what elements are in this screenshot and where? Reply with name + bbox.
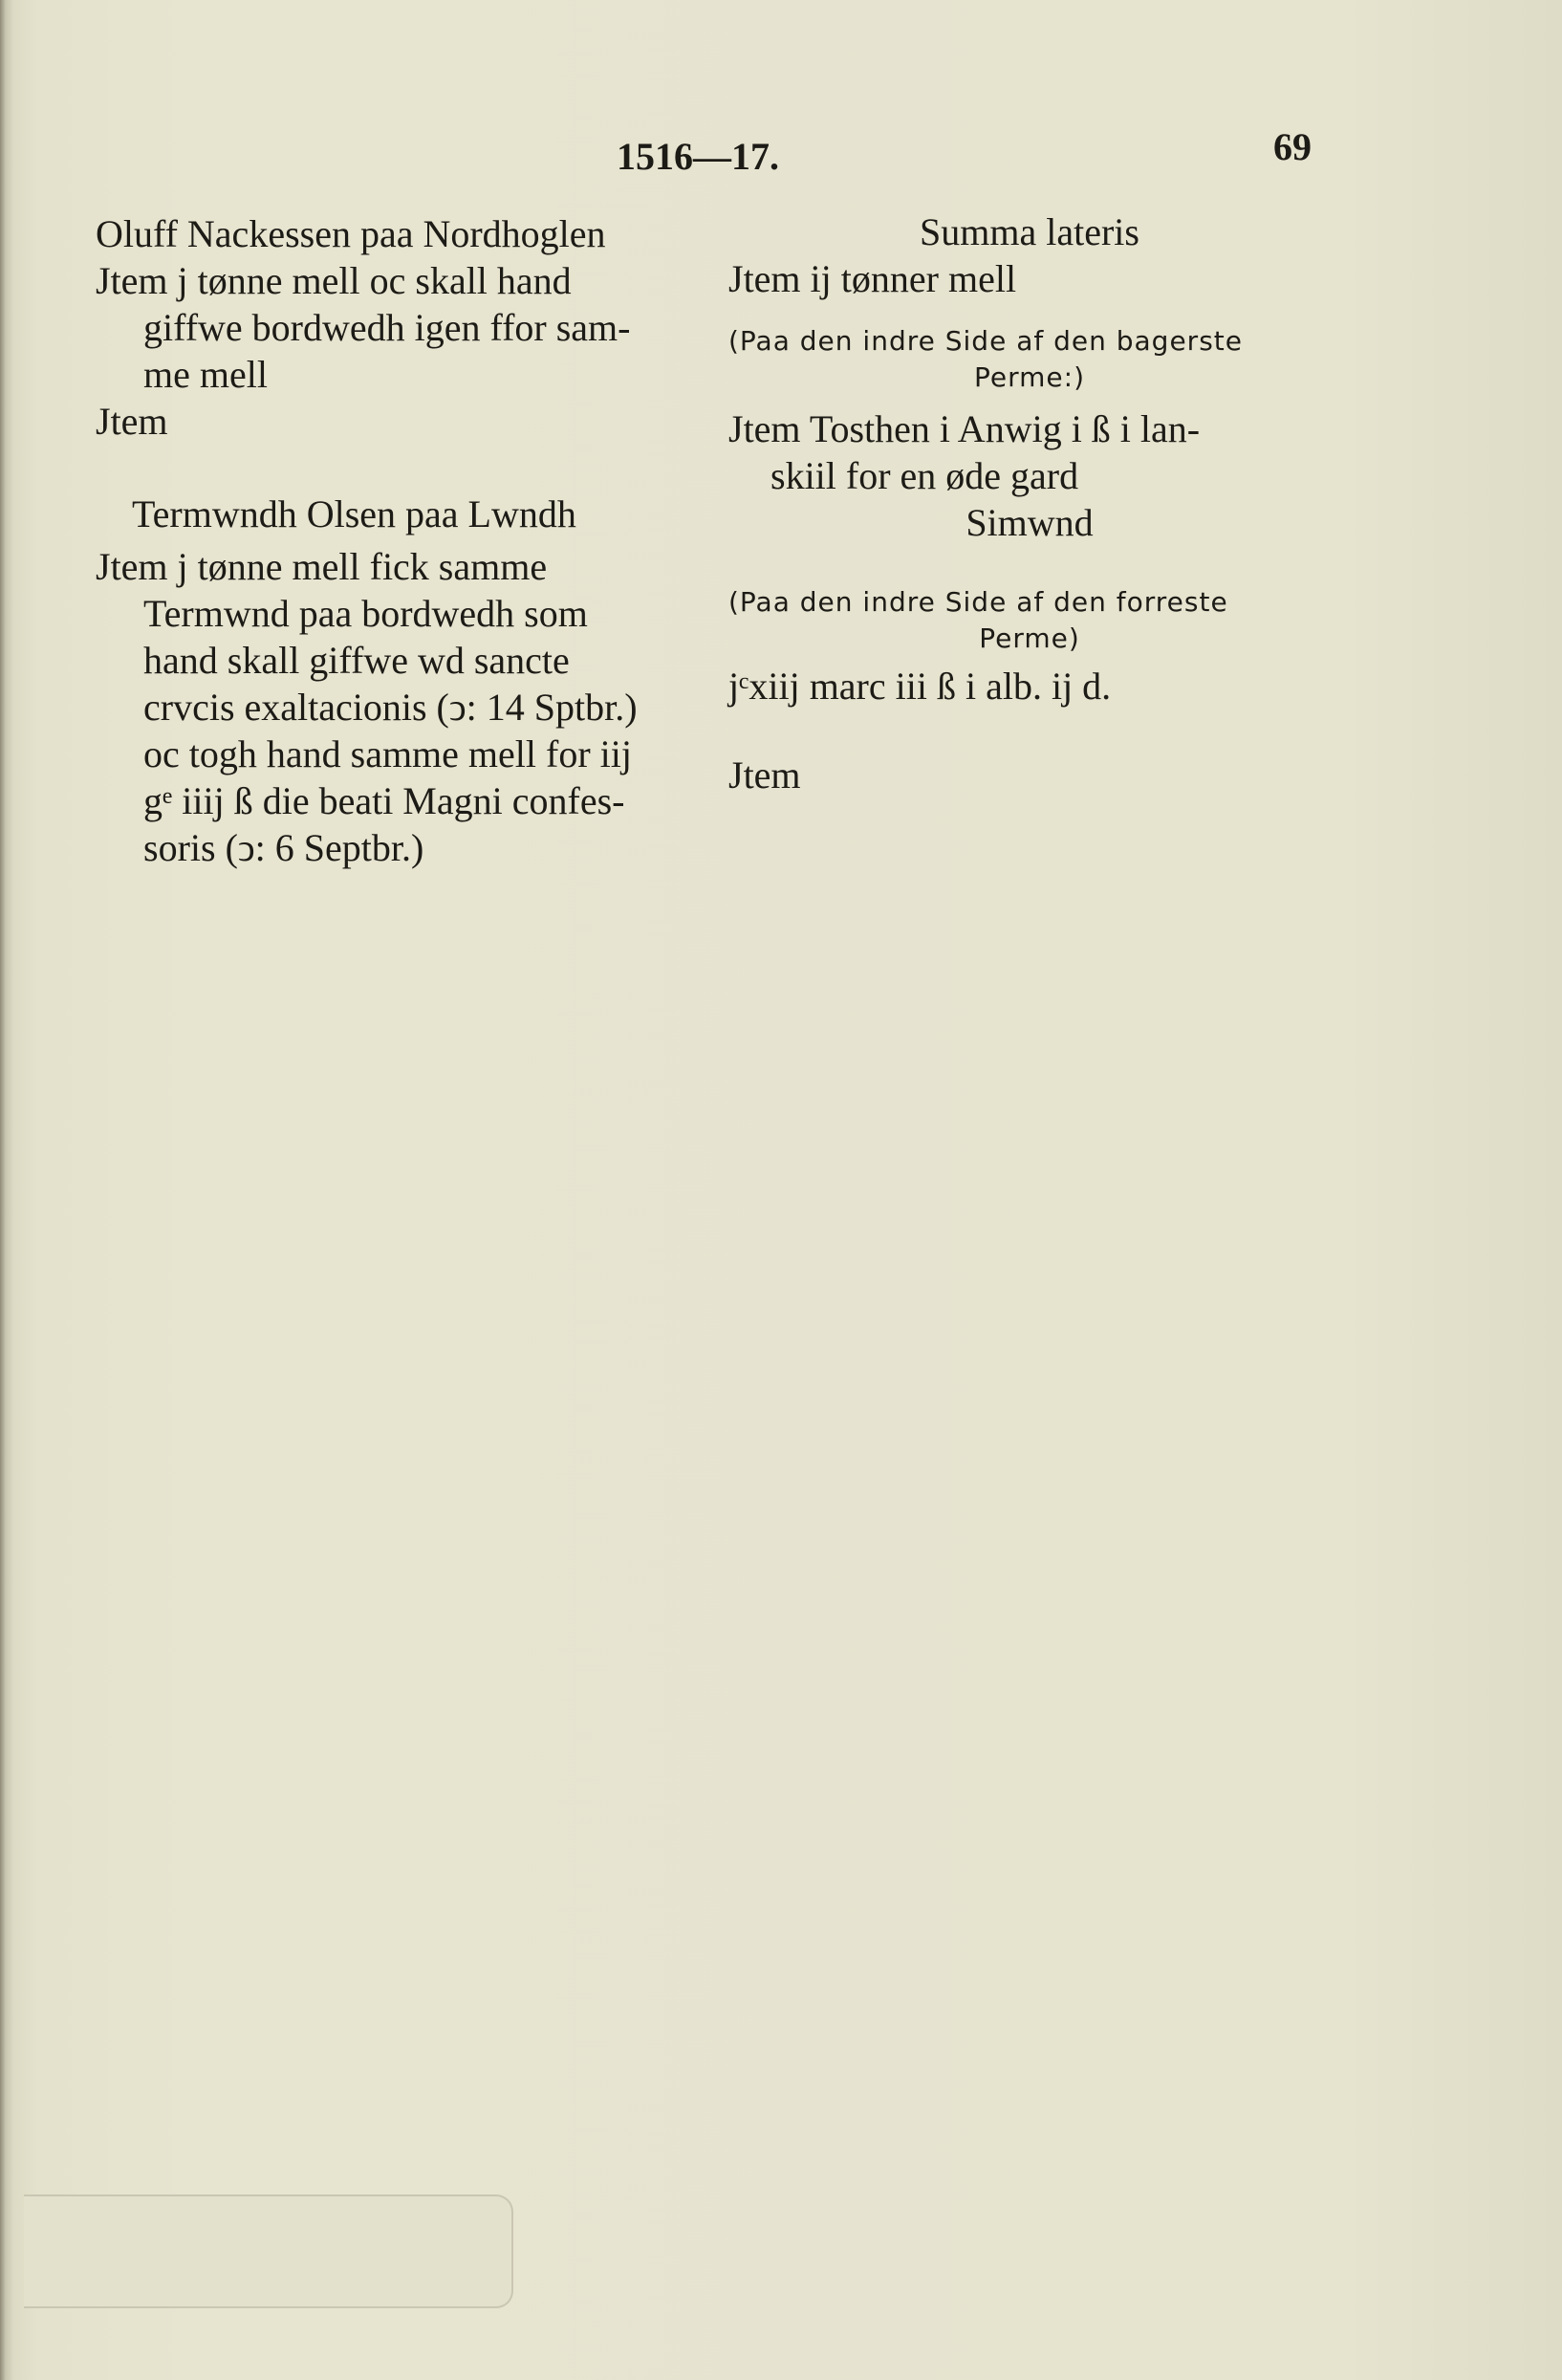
text-line: Jtem: [96, 400, 168, 443]
paper-scrap: [24, 2194, 513, 2308]
text-line: Jtem: [728, 753, 801, 797]
text-line: Oluff Nackessen paa Nordhoglen: [96, 212, 606, 255]
text-line: skiil for en øde gard: [770, 454, 1079, 497]
text-line: oc togh hand samme mell for iij: [143, 732, 632, 775]
note-line: (Paa den indre Side af den forreste: [728, 586, 1228, 618]
text-line: Jtem ij tønner mell: [728, 257, 1017, 300]
entry-oluff: [96, 210, 698, 445]
page-number: 69: [1273, 125, 1312, 168]
page-header: [0, 124, 1562, 182]
text-line: Jtem j tønne mell fick samme: [96, 545, 548, 588]
text-line: soris (ↄ: 6 Septbr.): [143, 826, 424, 869]
text-line: me mell: [143, 353, 268, 396]
entry-heading: Termwndh Olsen paa Lwndh: [132, 492, 576, 535]
note-line: Perme:): [974, 361, 1085, 393]
entry-sum: [728, 663, 1331, 798]
editorial-note: [728, 323, 1331, 396]
note-line: (Paa den indre Side af den bagerste: [728, 325, 1243, 357]
text-line: giffwe bordwedh igen ffor sam-: [143, 306, 631, 349]
text-line: Jtem j tønne mell oc skall hand: [96, 259, 572, 302]
entry-termwndh: [96, 491, 698, 871]
left-column: [96, 210, 698, 871]
note-line: Perme): [979, 622, 1080, 654]
binding-edge: [0, 0, 13, 2380]
text-line: gᵉ iiij ß die beati Magni confes-: [143, 779, 625, 822]
right-column: [728, 208, 1331, 798]
text-line: hand skall giffwe wd sancte: [143, 639, 570, 682]
summa-heading: Summa lateris: [920, 210, 1139, 253]
text-line: Jtem Tosthen i Anwig i ß i lan-: [728, 407, 1201, 450]
text-line: Termwnd paa bordwedh som: [143, 592, 588, 635]
text-line: Simwnd: [965, 501, 1094, 544]
editorial-note: [728, 584, 1331, 657]
entry-tosthen: [728, 405, 1331, 546]
text-line: jᶜxiij marc iii ß i alb. ij d.: [728, 665, 1112, 708]
page-years: 1516—17.: [617, 135, 779, 178]
text-line: crvcis exaltacionis (ↄ: 14 Sptbr.): [143, 686, 638, 729]
